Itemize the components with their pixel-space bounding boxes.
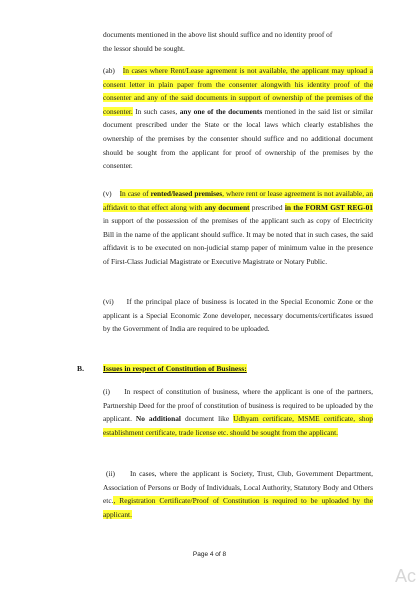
paragraph-sez <box>103 295 373 336</box>
paragraph-consent-letter <box>103 64 373 173</box>
clause-number: (vi) <box>103 297 114 306</box>
text: document like <box>180 414 234 424</box>
page-number: Page 4 of 8 <box>192 551 227 558</box>
clause-number: (v) <box>103 189 112 198</box>
clause-number: (i) <box>103 387 110 396</box>
activation-watermark: Ac <box>395 566 417 586</box>
section-heading-text: Issues in respect of Constitution of Business: <box>103 364 247 373</box>
text: in support of the possession of the premises of the applicant such as copy of Electricity Bill in the name of the applicant should suffice. It may be noted that in such cases, the said affidavit is to be executed on non-judicial stamp paper of minimum value in the presence of First-Class Judicial Magistrate or Executive Magistrate or Notary Public. <box>103 216 373 266</box>
highlighted-bold-text: any document <box>204 202 250 212</box>
highlighted-text: , Registration Certificate/Proof of Constitution is required to be uploaded by the applicant. <box>103 496 373 519</box>
bold-text: No additional <box>135 414 181 424</box>
clause-number: (ii) <box>105 469 116 478</box>
paragraph-affidavit <box>103 187 373 269</box>
paragraph-lessor-proof <box>103 28 373 55</box>
text: In such cases, <box>132 106 180 116</box>
text: mentioned in the said list or similar document prescribed under the State or the local laws which clearly establishes the ownership of the premises by the consenter should suffice and no additional document should be sought from the applicant for proof of ownership of the premises by the consenter. <box>103 106 373 171</box>
paragraph-society-trust <box>103 467 373 521</box>
highlighted-bold-text: rented/leased premises <box>150 189 223 198</box>
clause-number: (ab) <box>103 66 115 75</box>
text: If the principal place of business is located in the Special Economic Zone or the applicant is a Special Economic Zone developer, necessary documents/certificates issued by the Government of India are required to be uploaded. <box>103 297 373 334</box>
highlighted-text: , where rent or lease agreement is not available <box>222 189 363 198</box>
section-heading <box>103 364 247 373</box>
text: In respect of constitution of business, where the applicant is one of the partners, Partnership Deed for the proof of constitution of business is required to be uploaded by the applicant. <box>103 387 373 424</box>
highlighted-text: Udhyam certificate, MSME certificate, shop establishment certificate, trade license etc. should be sought from the applicant. <box>103 414 373 437</box>
text-line: documents mentioned in the above list should suffice and no identity proof of <box>103 30 333 39</box>
paragraph-partnership <box>103 385 373 439</box>
highlighted-text: In cases where Rent/Lease agreement is not available, the applicant may upload a consent letter in plain paper from the consenter alongwith his identity proof of the consenter and any of the said documents in support of ownership of the premises of the consenter. <box>103 66 373 116</box>
highlighted-text: In case of <box>119 189 151 198</box>
highlighted-bold-text: in the FORM GST REG-01 <box>284 202 373 212</box>
text-line: the lessor should be sought. <box>103 43 185 53</box>
text: In cases, where the applicant is Society, Trust, Club, Government Department, Association of Persons or Body of Individuals, Local Authority, Statutory Body and Others etc. <box>103 469 373 506</box>
text: prescribed <box>249 202 285 212</box>
section-letter: B. <box>77 364 84 373</box>
highlighted-text: , an affidavit to that effect along with <box>103 189 374 212</box>
bold-text: any one of the documents <box>179 106 263 116</box>
